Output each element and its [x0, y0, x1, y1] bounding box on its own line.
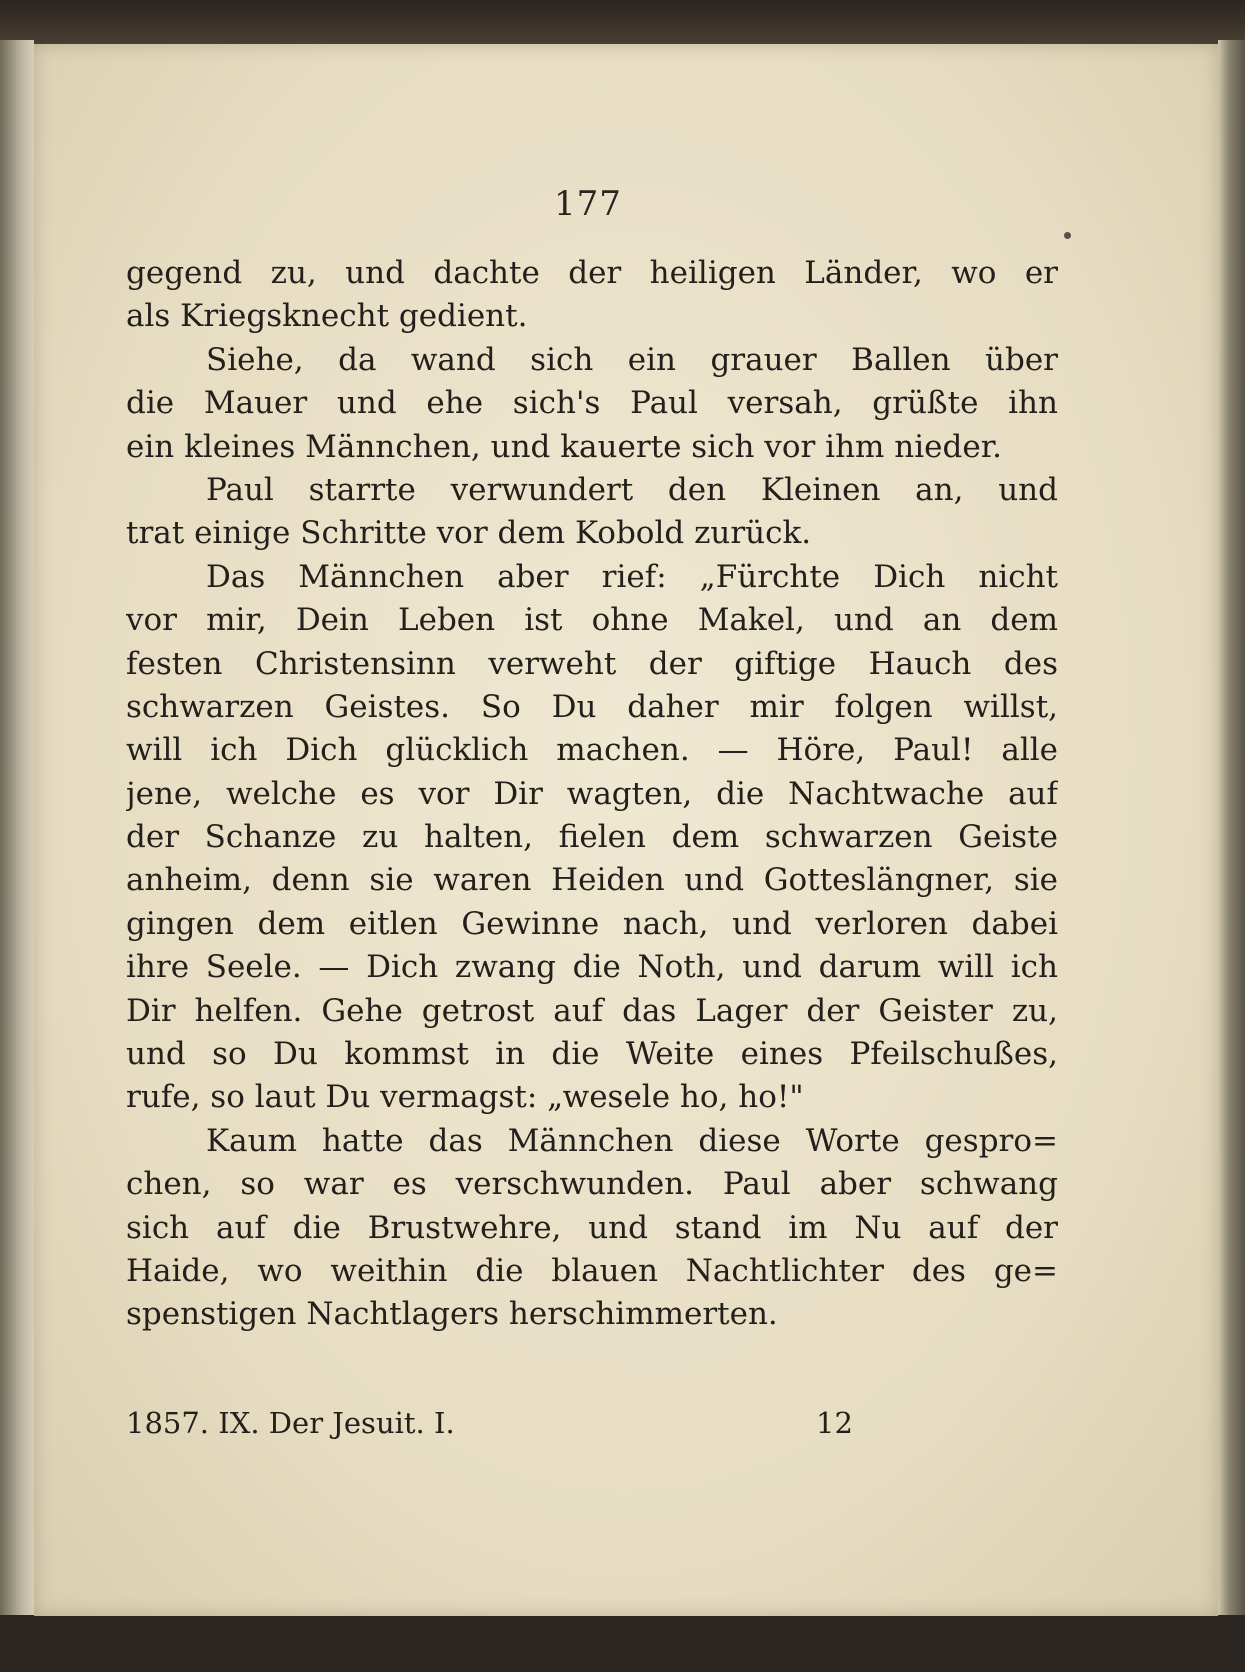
text-line: ihre Seele. — Dich zwang die Noth, und darum will ich: [126, 949, 1058, 986]
text-line: Dir helfen. Gehe getrost auf das Lager der Geister zu,: [126, 992, 1058, 1029]
text-line: ein kleines Männchen, und kauerte sich vor ihm nieder.: [126, 428, 1002, 465]
text-line: will ich Dich glücklich machen. — Höre, Paul! alle: [126, 732, 1058, 769]
text-line: Kaum hatte das Männchen diese Worte gespro=: [206, 1122, 1058, 1159]
text-line: sich auf die Brustwehre, und stand im Nu auf der: [126, 1209, 1058, 1246]
text-line: trat einige Schritte vor dem Kobold zurück.: [126, 515, 812, 552]
body-text: [126, 252, 1058, 1337]
book-edge-right: [1218, 40, 1245, 1620]
paper-speck: [1064, 232, 1071, 239]
text-line: anheim, denn sie waren Heiden und Gotteslängner, sie: [126, 862, 1058, 899]
text-line: jene, welche es vor Dir wagten, die Nachtwache auf: [126, 775, 1058, 812]
text-line: spenstigen Nachtlagers herschimmerten.: [126, 1296, 778, 1333]
text-line: gegend zu, und dachte der heiligen Länder, wo er: [126, 255, 1058, 291]
book-top-edge: [0, 0, 1245, 46]
text-line: vor mir, Dein Leben ist ohne Makel, und an dem: [126, 602, 1058, 639]
text-line: gingen dem eitlen Gewinne nach, und verloren dabei: [126, 905, 1058, 942]
footer-sheet-number: 12: [816, 1406, 853, 1440]
text-line: als Kriegsknecht gedient.: [126, 298, 528, 335]
text-line: schwarzen Geistes. So Du daher mir folgen willst,: [126, 688, 1058, 725]
text-line: Haide, wo weithin die blauen Nachtlichter des ge=: [126, 1252, 1058, 1289]
book-spine-left: [0, 40, 34, 1620]
page-footer: [126, 1406, 906, 1450]
book-page: [34, 44, 1218, 1616]
text-line: Siehe, da wand sich ein grauer Ballen über: [206, 341, 1058, 378]
footer-signature: 1857. IX. Der Jesuit. I.: [126, 1406, 455, 1440]
text-line: die Mauer und ehe sich's Paul versah, grüßte ihn: [126, 385, 1058, 422]
text-line: Das Männchen aber rief: „Fürchte Dich nicht: [206, 558, 1058, 595]
text-line: und so Du kommst in die Weite eines Pfeilschußes,: [126, 1036, 1058, 1073]
text-line: festen Christensinn verweht der giftige Hauch des: [126, 645, 1058, 682]
text-line: chen, so war es verschwunden. Paul aber schwang: [126, 1166, 1058, 1203]
text-line: der Schanze zu halten, fielen dem schwarzen Geiste: [126, 819, 1058, 856]
text-line: rufe, so laut Du vermagst: „wesele ho, ho!": [126, 1079, 804, 1116]
book-bottom-edge: [0, 1615, 1245, 1672]
text-line: Paul starrte verwundert den Kleinen an, und: [206, 471, 1058, 508]
page-number: 177: [554, 184, 622, 224]
